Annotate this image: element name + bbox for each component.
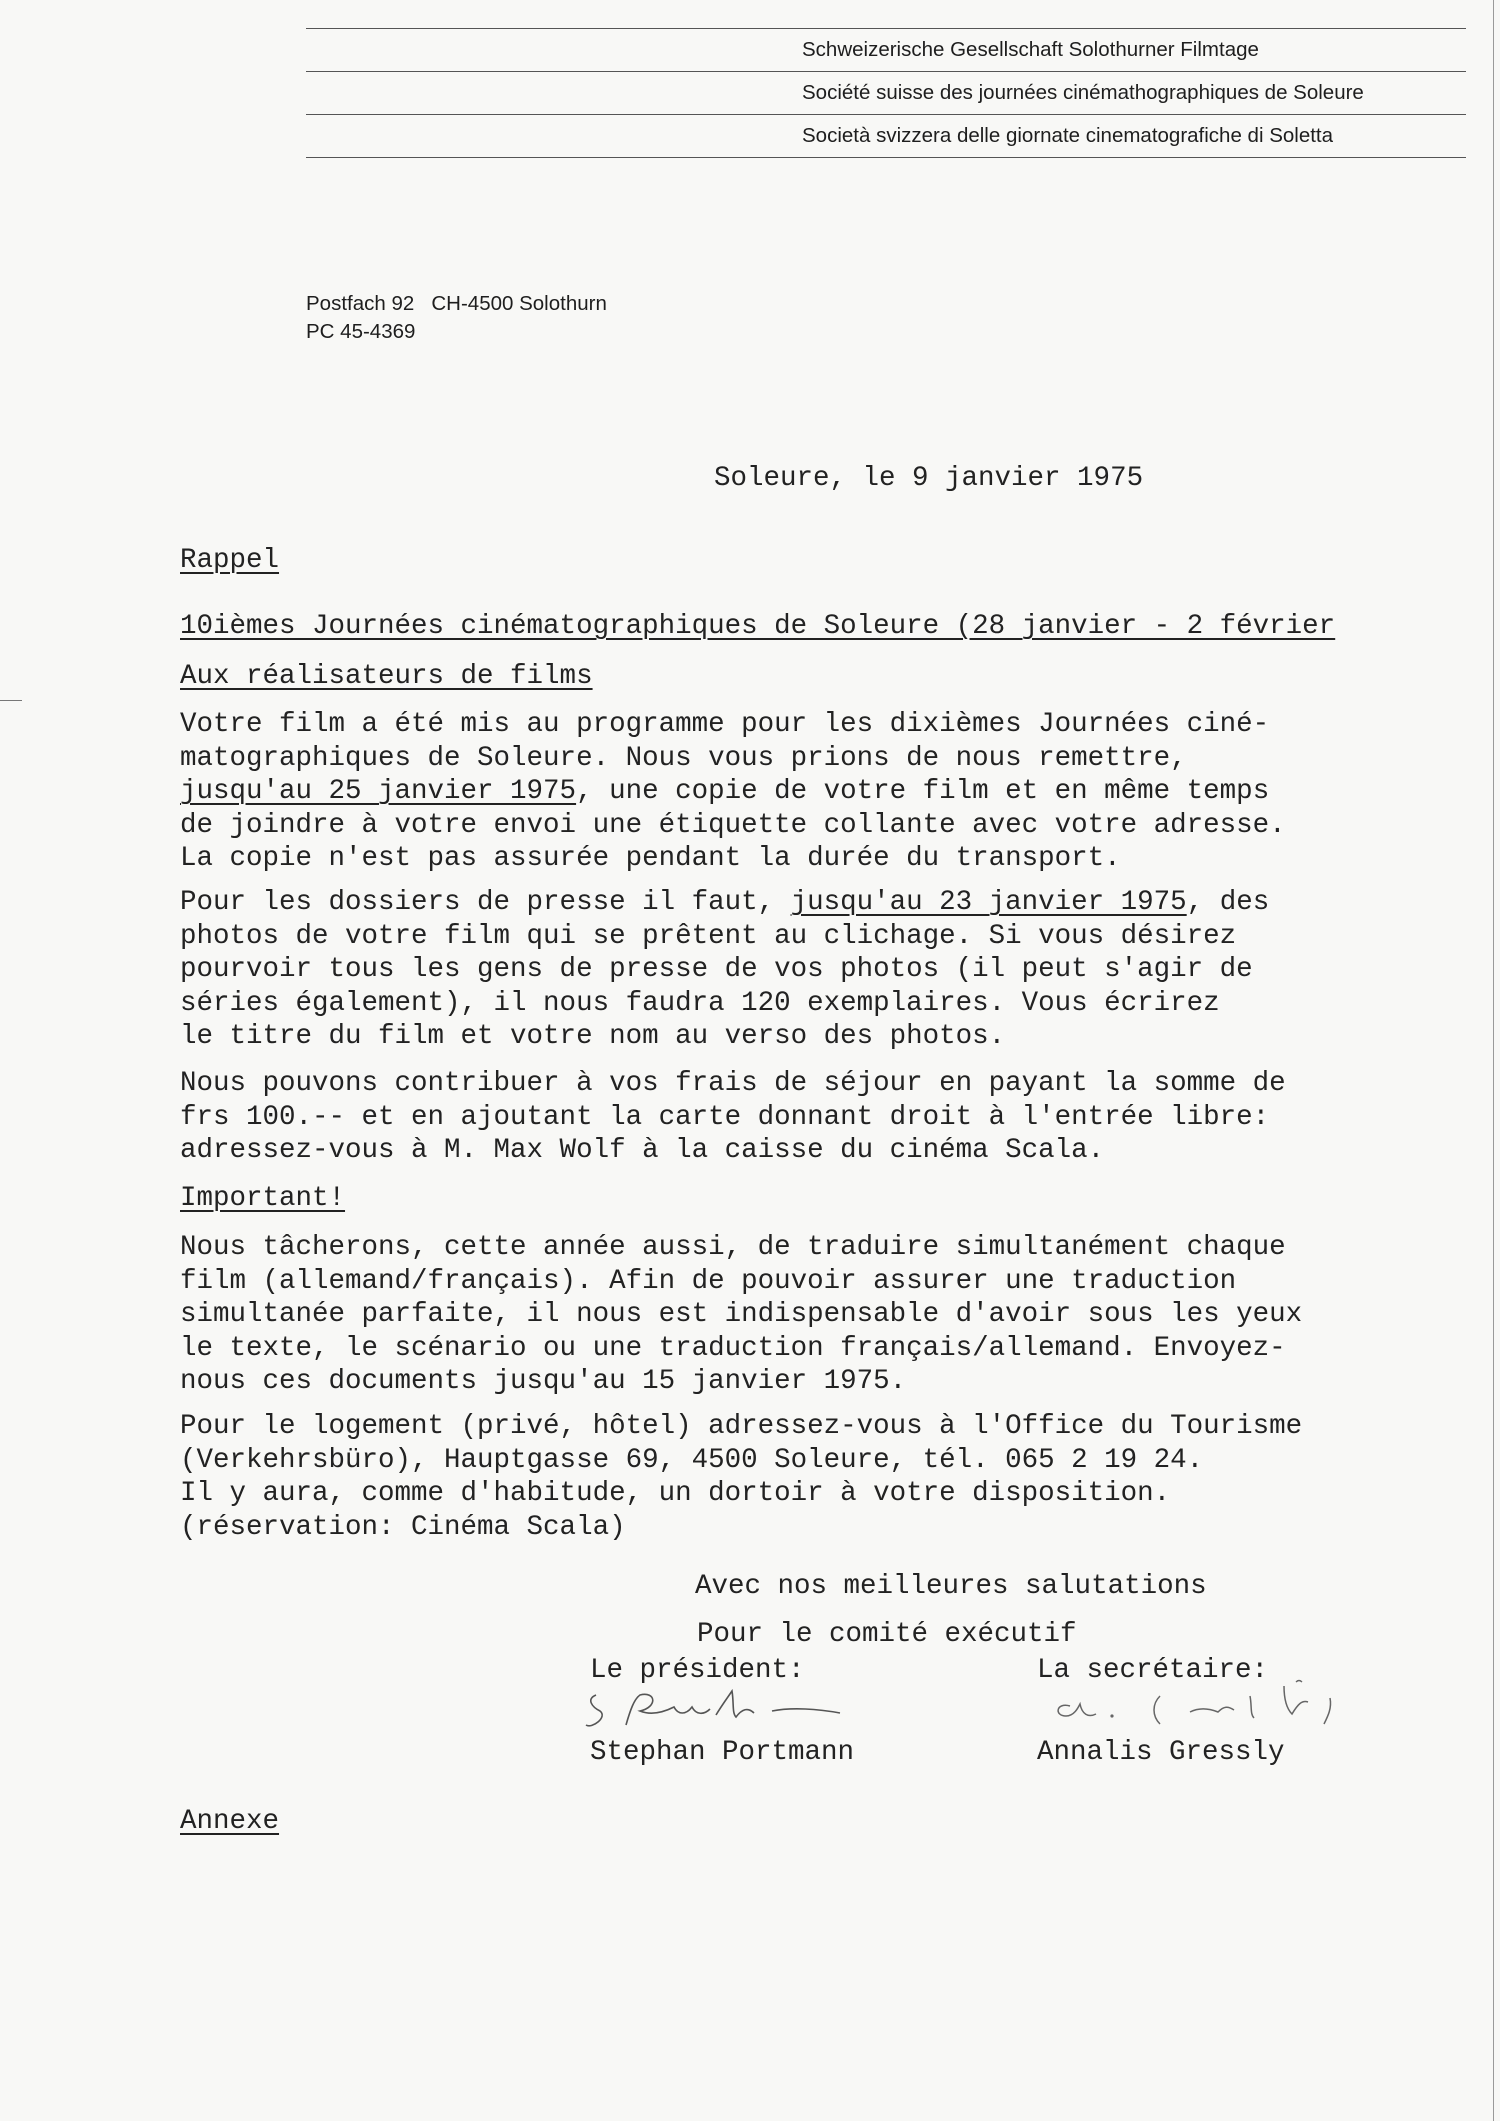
p2-line-1 (180, 886, 1269, 920)
p1-line-1: Votre film a été mis au programme pour les dixièmes Journées ciné- (180, 709, 1270, 740)
p1-line-3 (180, 775, 1286, 809)
letterhead-line-it (306, 114, 1466, 157)
p2-line-2: photos de votre film qui se prêtent au clichage. Si vous désirez (180, 920, 1237, 952)
p1-line-3-rest: , une copie de votre film et en même temps (576, 776, 1270, 807)
subject-line: 10ièmes Journées cinématographiques de Soleure (28 janvier - 2 février (180, 611, 1336, 642)
sender-address (306, 290, 607, 346)
president-name: Stephan Portmann (590, 1737, 855, 1768)
p2-line-4: séries également), il nous faudra 120 exemplaires. Vous écrirez (180, 987, 1220, 1019)
letterhead-line-fr (306, 71, 1466, 114)
secretary-name: Annalis Gressly (1037, 1737, 1285, 1768)
address-line-2: PC 45-4369 (306, 320, 416, 343)
letterhead (306, 28, 1466, 158)
p4-line-2: film (allemand/français). Afin de pouvoir assurer une traduction (180, 1265, 1237, 1297)
letterhead-text-de: Schweizerische Gesellschaft Solothurner Filmtage (802, 38, 1259, 61)
paragraph-press-photos (180, 886, 1269, 1054)
p3-line-2: frs 100.-- et en ajoutant la carte donnant droit à l'entrée libre: (180, 1101, 1270, 1133)
p2-line-3: pourvoir tous les gens de presse de vos photos (il peut s'agir de (180, 954, 1253, 985)
p1-deadline: jusqu'au 25 janvier 1975 (180, 776, 577, 807)
p4-line-4: le texte, le scénario ou une traduction français/allemand. Envoyez- (180, 1332, 1286, 1364)
closing-greeting: Avec nos meilleures salutations (695, 1571, 1207, 1602)
secretary-signature (1040, 1672, 1360, 1742)
letterhead-rule (306, 157, 1466, 158)
paragraph-lodging (180, 1410, 1302, 1544)
p3-line-1: Nous pouvons contribuer à vos frais de séjour en payant la somme de (180, 1068, 1286, 1099)
p5-line-4: (réservation: Cinéma Scala) (180, 1511, 626, 1543)
paragraph-translation (180, 1231, 1302, 1399)
p2-line-1-pre: Pour les dossiers de presse il faut, (180, 887, 791, 918)
president-title: Le président: (590, 1655, 805, 1686)
important-heading: Important! (180, 1183, 346, 1214)
president-signature (582, 1685, 872, 1745)
p4-line-3: simultanée parfaite, il nous est indispensable d'avoir sous les yeux (180, 1299, 1303, 1330)
address-line-1: Postfach 92 CH-4500 Solothurn (306, 292, 607, 315)
paragraph-expenses (180, 1067, 1286, 1168)
p4-line-5: nous ces documents jusqu'au 15 janvier 1975. (180, 1366, 907, 1397)
letterhead-text-fr: Société suisse des journées cinémathographiques de Soleure (802, 81, 1364, 104)
p4-line-1: Nous tâcherons, cette année aussi, de traduire simultanément chaque (180, 1232, 1286, 1263)
p1-line-2: matographiques de Soleure. Nous vous prions de nous remettre, (180, 742, 1187, 774)
p3-line-3: adressez-vous à M. Max Wolf à la caisse du cinéma Scala. (180, 1135, 1105, 1166)
page-edge (1493, 0, 1494, 2121)
closing-committee: Pour le comité exécutif (697, 1619, 1077, 1650)
margin-mark (0, 700, 22, 701)
p5-line-3: Il y aura, comme d'habitude, un dortoir à votre disposition. (180, 1478, 1171, 1509)
p1-line-4: de joindre à votre envoi une étiquette collante avec votre adresse. (180, 809, 1286, 841)
p5-line-2: (Verkehrsbüro), Hauptgasse 69, 4500 Soleure, tél. 065 2 19 24. (180, 1444, 1204, 1476)
letter-date: Soleure, le 9 janvier 1975 (714, 463, 1144, 494)
annexe-label: Annexe (180, 1806, 280, 1837)
letterhead-text-it: Società svizzera delle giornate cinematografiche di Soletta (802, 124, 1334, 147)
p2-deadline: jusqu'au 23 janvier 1975 (790, 887, 1187, 918)
paragraph-film-copy (180, 708, 1286, 876)
p1-line-5: La copie n'est pas assurée pendant la durée du transport. (180, 843, 1121, 874)
letterhead-line-de (306, 28, 1466, 71)
p2-line-5: le titre du film et votre nom au verso des photos. (180, 1021, 1006, 1052)
secretary-title: La secrétaire: (1037, 1655, 1269, 1686)
p2-line-1-post: , des (1186, 887, 1270, 918)
recipients-line: Aux réalisateurs de films (180, 661, 593, 692)
rappel-heading: Rappel (180, 545, 280, 576)
p5-line-1: Pour le logement (privé, hôtel) adressez-vous à l'Office du Tourisme (180, 1411, 1303, 1442)
